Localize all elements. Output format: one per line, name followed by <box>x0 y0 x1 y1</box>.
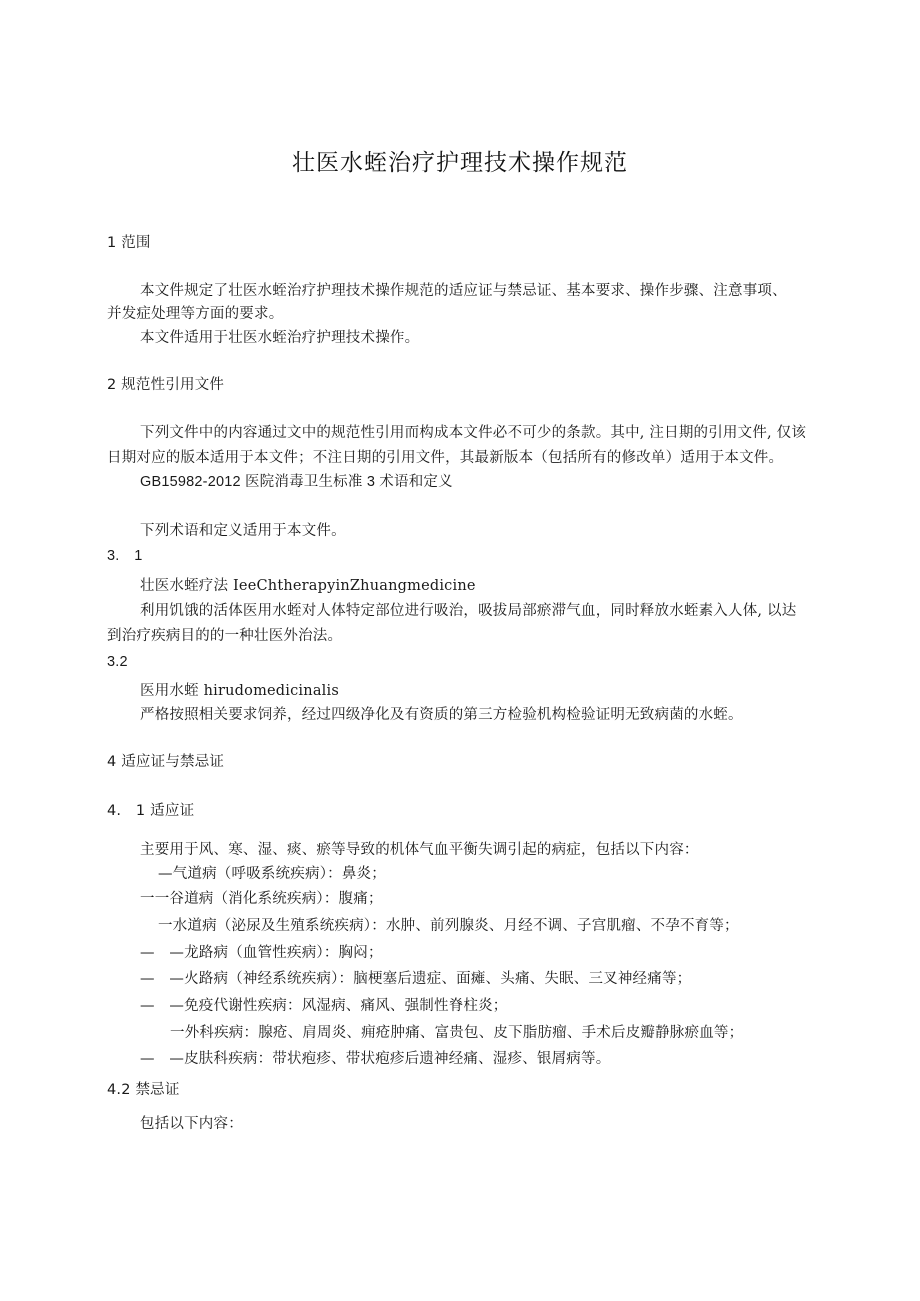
term-3-1-definition-line-1: 利用饥饿的活体医用水蛭对人体特定部位进行吸治，吸拔局部瘀滞气血，同时释放水蛭素入人体, 以达 <box>140 603 797 619</box>
section-1-heading: 1 范围 <box>107 235 151 251</box>
term-3-1-definition-line-2: 到治疗疾病目的的一种壮医外治法。 <box>107 628 343 644</box>
section-1-paragraph-1-line-1: 本文件规定了壮医水蛭治疗护理技术操作规范的适应证与禁忌证、基本要求、操作步骤、注意事项、 <box>140 283 787 299</box>
section-4-1-intro: 主要用于风、寒、湿、痰、瘀等导致的机体气血平衡失调引起的病症，包括以下内容： <box>140 842 699 858</box>
section-3-intro: 下列术语和定义适用于本文件。 <box>140 523 346 539</box>
section-4-2-intro: 包括以下内容： <box>140 1116 243 1132</box>
section-4-2-heading: 4.2 禁忌证 <box>107 1082 180 1098</box>
document-title: 壮医水蛭治疗护理技术操作规范 <box>292 150 628 176</box>
list-item: — —火路病（神经系统疾病）：脑梗塞后遗症、面瘫、头痛、失眠、三叉神经痛等； <box>140 971 692 987</box>
term-3-2-name: 医用水蛭 hirudomedicinalis <box>140 683 339 699</box>
section-2-heading: 2 规范性引用文件 <box>107 377 225 393</box>
term-3-1-number: 3. 1 <box>107 548 143 564</box>
term-3-2-number: 3.2 <box>107 654 128 670</box>
section-1-paragraph-2: 本文件适用于壮医水蛭治疗护理技术操作。 <box>140 330 420 346</box>
list-item: 一一谷道病（消化系统疾病）：腹痛； <box>140 891 383 907</box>
section-2-paragraph-line-2: 日期对应的版本适用于本文件；不注日期的引用文件，其最新版本（包括所有的修改单）适用于本文件。 <box>107 450 784 466</box>
section-4-heading: 4 适应证与禁忌证 <box>107 754 225 770</box>
list-item: 一水道病（泌尿及生殖系统疾病）：水肿、前列腺炎、月经不调、子宫肌瘤、不孕不育等； <box>158 918 739 934</box>
section-4-1-heading: 4. 1 适应证 <box>107 803 195 819</box>
list-item: 一外科疾病：腺疮、肩周炎、痈疮肿痛、富贵包、皮下脂肪瘤、手术后皮瓣静脉瘀血等； <box>170 1025 744 1041</box>
section-1-paragraph-1-line-2: 并发症处理等方面的要求。 <box>107 306 284 322</box>
list-item: — —龙路病（血管性疾病）：胸闷； <box>140 945 383 961</box>
section-2-paragraph-line-1: 下列文件中的内容通过文中的规范性引用而构成本文件必不可少的条款。其中, 注日期的引用文件, 仅该 <box>140 425 807 441</box>
term-3-2-definition: 严格按照相关要求饲养，经过四级净化及有资质的第三方检验机构检验证明无致病菌的水蛭。 <box>140 707 743 723</box>
list-item: — —皮肤科疾病：带状疱疹、带状疱疹后遗神经痛、湿疹、银屑病等。 <box>140 1051 611 1067</box>
list-item: — —免疫代谢性疾病：风湿病、痛风、强制性脊柱炎； <box>140 998 508 1014</box>
term-3-1-name: 壮医水蛭疗法 IeeChtherapyinZhuangmedicine <box>140 578 476 594</box>
normative-reference: GB15982-2012 医院消毒卫生标准 3 术语和定义 <box>140 474 453 490</box>
list-item: —气道病（呼吸系统疾病）：鼻炎； <box>158 866 386 882</box>
